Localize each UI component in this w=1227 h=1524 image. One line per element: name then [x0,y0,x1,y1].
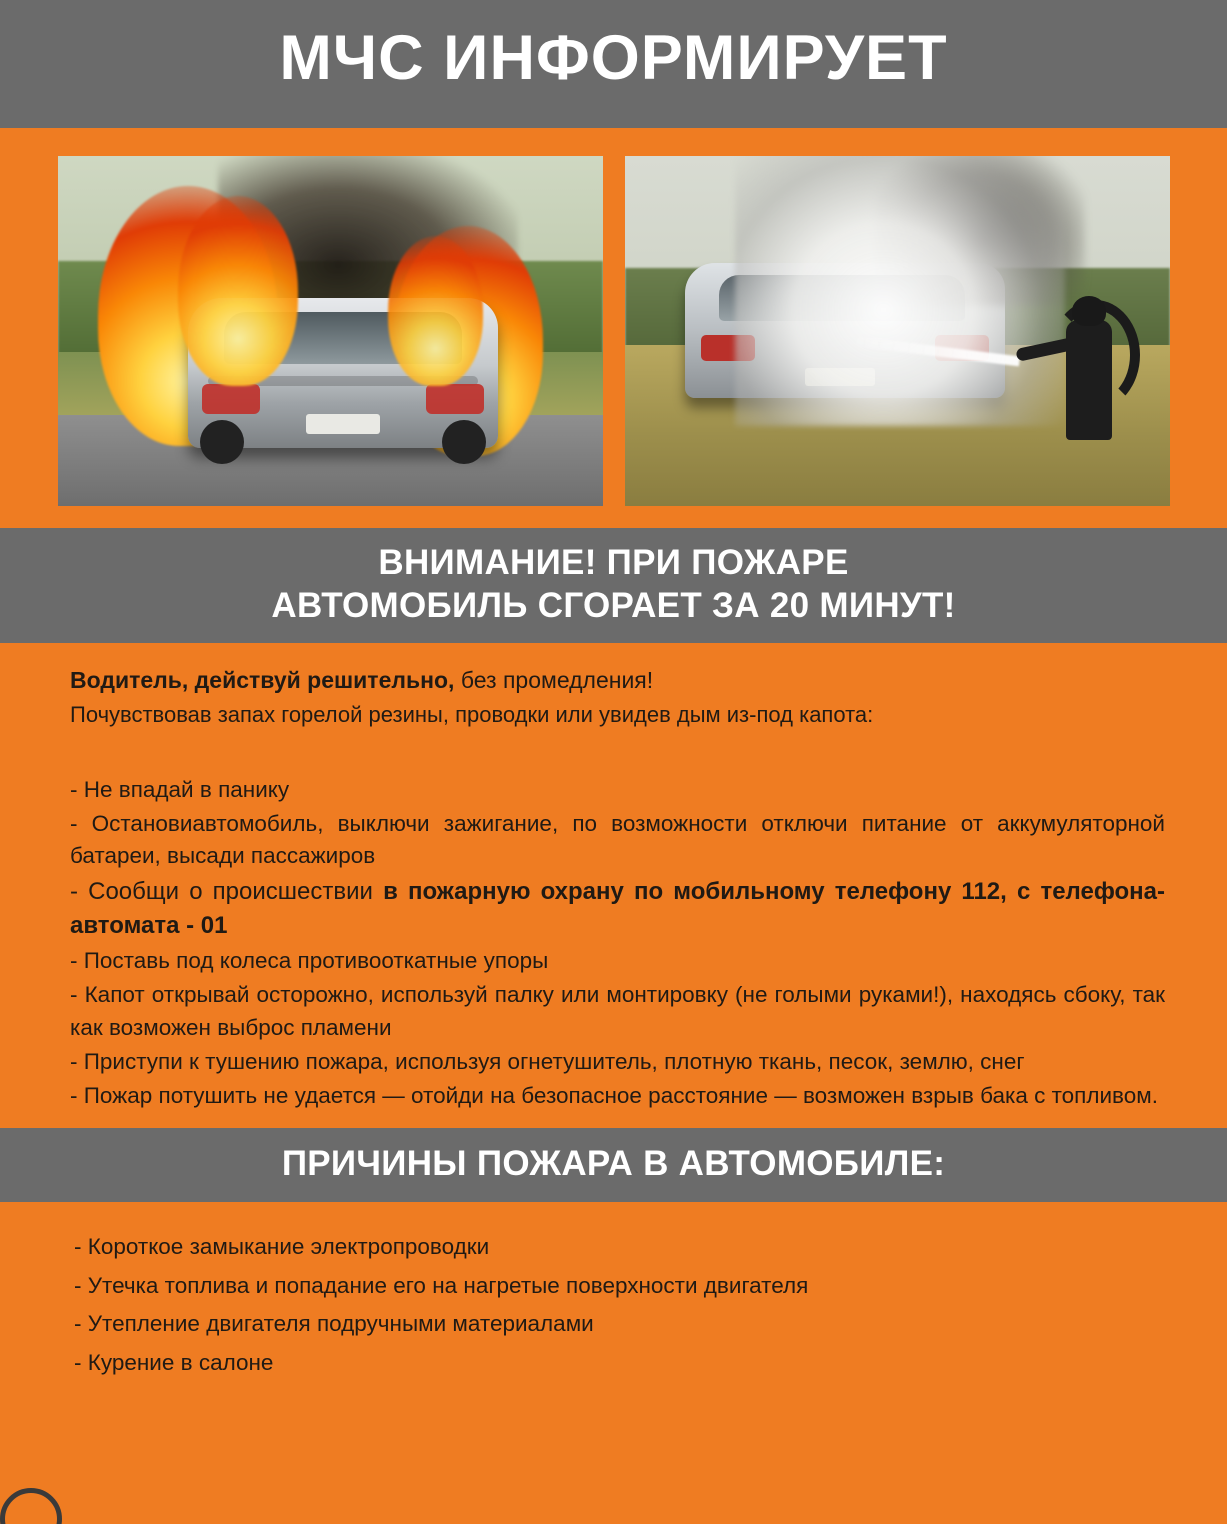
tip-item-report [70,875,1165,944]
tail-light [426,384,484,414]
tip-report-plain: - Сообщи о происшествии [70,877,373,905]
tip-item: - Капот открывай осторожно, используй палку или монтировку (не голыми руками!), находясь сбоку, так как возможен выброс пламени [70,982,1165,1040]
tip-item: - Остановиавтомобиль, выключи зажигание, по возможности отключи питание от аккумуляторной батареи, высади пассажиров [70,811,1165,869]
photo-row [0,128,1227,528]
tip-item: - Приступи к тушению пожара, используя огнетушитель, плотную ткань, песок, землю, снег [70,1048,1025,1074]
tip-item: - Поставь под колеса противооткатные упоры [70,948,549,974]
cause-item: - Короткое замыкание электропроводки [74,1234,490,1260]
header-band [0,0,1227,128]
flame-icon [178,196,298,386]
license-plate [306,414,380,434]
tail-light [202,384,260,414]
wheel [442,420,486,464]
cause-item: - Курение в салоне [74,1350,274,1376]
lead-bold-text: Водитель, действуй решительно, [70,667,455,694]
instructions-block [0,643,1227,1128]
burning-car-photo [58,156,603,506]
causes-list [0,1202,1227,1393]
firefighter-silhouette [1066,320,1112,440]
page-title: МЧС ИНФОРМИРУЕТ [279,22,948,93]
tip-item: - Не впадай в панику [70,777,290,803]
wheel [200,420,244,464]
firefighter-extinguishing-car-photo [625,156,1170,506]
tip-report-bold: в пожарную охрану по мобильному телефону 112, с телефона-автомата - 01 [70,877,1165,939]
flame-icon [388,236,483,386]
cause-item: - Утепление двигателя подручными материалами [74,1311,594,1337]
lead-line [70,665,1165,696]
corner-circle-decoration [0,1488,62,1524]
instructions-subtitle: Почувствовав запах горелой резины, проводки или увидев дым из-под капота: [70,702,874,728]
causes-band: ПРИЧИНЫ ПОЖАРА В АВТОМОБИЛЕ: [0,1128,1227,1202]
tips-list [70,774,1165,1112]
tip-item: - Пожар потушить не удается — отойди на безопасное расстояние — возможен взрыв бака с топливом. [70,1082,1158,1108]
lead-rest-text: без промедления! [454,667,654,694]
attention-line-2: АВТОМОБИЛЬ СГОРАЕТ ЗА 20 МИНУТ! [271,585,956,625]
white-smoke [735,156,1065,426]
firefighter-head [1072,296,1106,326]
attention-band [0,528,1227,643]
cause-item: - Утечка топлива и попадание его на нагретые поверхности двигателя [74,1272,809,1298]
attention-line-1: ВНИМАНИЕ! ПРИ ПОЖАРЕ [378,543,849,582]
